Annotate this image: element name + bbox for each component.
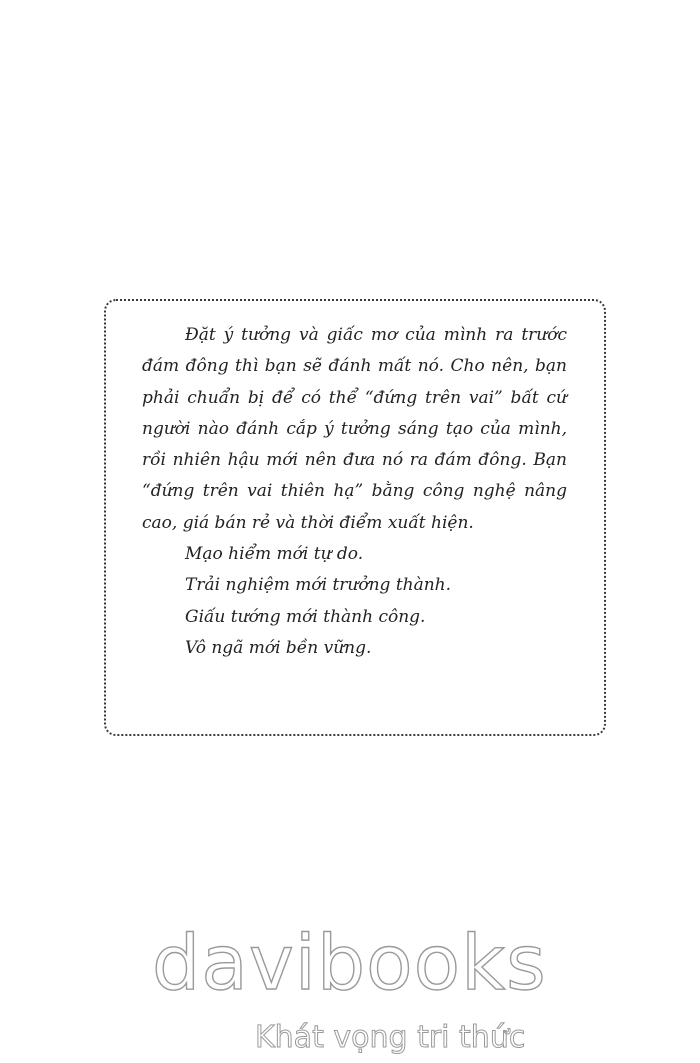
publisher-logo bbox=[152, 913, 552, 1063]
publisher-tagline: Khát vọng tri thức bbox=[255, 1020, 526, 1055]
motto-line: Giấu tướng mới thành công. bbox=[185, 606, 426, 627]
quote-paragraph: Đặt ý tưởng và giấc mơ của mình ra trước đám đông thì bạn sẽ đánh mất nó. Cho nên, bạn phải chuẩn bị để có thể “đứng trên vai” bất cứ người nào đánh cắp ý tưởng sáng tạo của mình, rồi nhiên hậu mới nên đưa nó ra đám đông. Bạn “đứng trên vai thiên hạ” bằng công nghệ nâng cao, giá bán rẻ và thời điểm xuất hiện. bbox=[142, 325, 567, 533]
motto-line: Mạo hiểm mới tự do. bbox=[185, 544, 364, 565]
quote-text bbox=[142, 320, 567, 664]
motto-line: Trải nghiệm mới trưởng thành. bbox=[185, 575, 452, 596]
publisher-name: davibooks bbox=[152, 918, 547, 1007]
motto-line: Vô ngã mới bền vững. bbox=[185, 637, 372, 658]
